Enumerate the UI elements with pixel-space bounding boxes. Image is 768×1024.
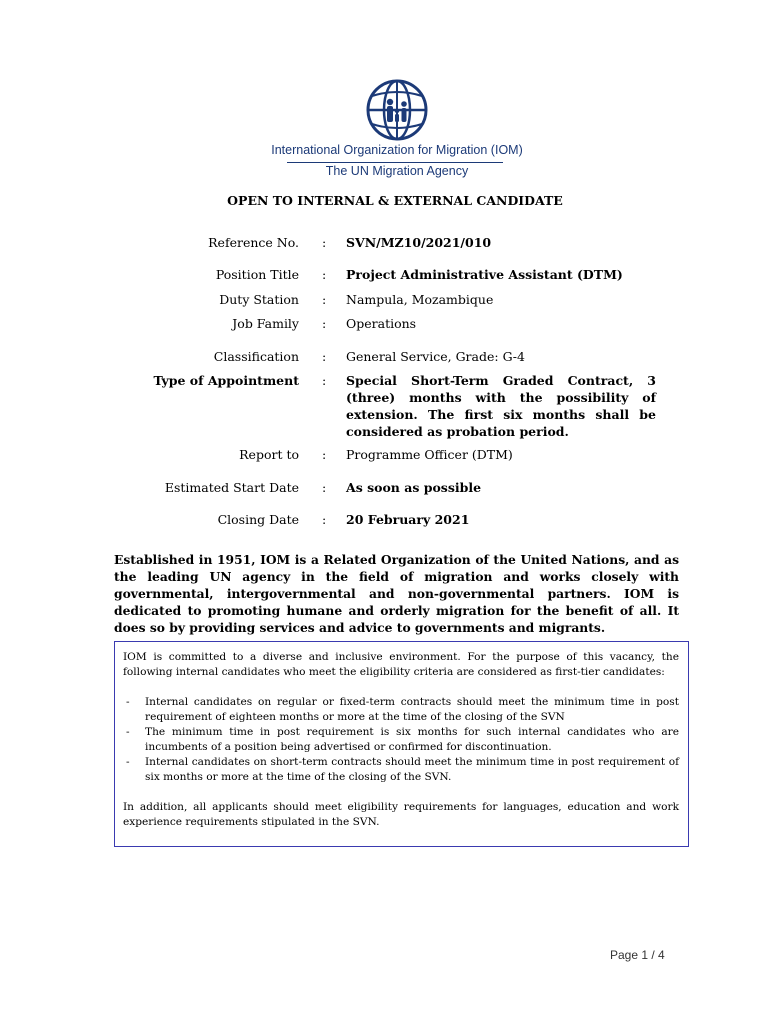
list-item: - The minimum time in post requirement is six months for such internal candidates who are incumbents of a position being advertised or confirmed for discontinuation.: [123, 725, 679, 755]
field-label: Job Family: [232, 316, 299, 331]
field-value: Special Short-Term Graded Contract, 3 (three) months with the possibility of extension. The first six months shall be considered as probation period.: [346, 373, 656, 439]
field-label: Estimated Start Date: [164, 480, 299, 495]
field-value: SVN/MZ10/2021/010: [346, 235, 492, 250]
eligibility-intro: IOM is committed to a diverse and inclusive environment. For the purpose of this vacancy, the following internal candidates who meet the eligibility criteria are considered as first-tier candidates:: [123, 651, 679, 678]
field-value: 20 February 2021: [346, 512, 470, 527]
org-name: International Organization for Migration (IOM): [271, 143, 523, 157]
field-separator: :: [322, 316, 327, 331]
field-label: Classification: [213, 349, 299, 364]
org-subtitle: The UN Migration Agency: [325, 164, 469, 178]
iom-globe-icon: [358, 78, 436, 142]
page-heading: OPEN TO INTERNAL & EXTERNAL CANDIDATE: [227, 193, 563, 208]
field-separator: :: [322, 292, 327, 307]
field-separator: :: [322, 447, 327, 462]
eligibility-note: In addition, all applicants should meet eligibility requirements for languages, education and work experience requirements stipulated in the SVN.: [123, 801, 679, 828]
field-value: General Service, Grade: G-4: [346, 349, 525, 364]
field-separator: :: [322, 512, 327, 527]
field-label: Duty Station: [219, 292, 299, 307]
field-label: Type of Appointment: [153, 373, 299, 388]
field-value: Programme Officer (DTM): [346, 447, 513, 462]
list-item: - Internal candidates on short-term contracts should meet the minimum time in post requirement of six months or more at the time of the closing of the SVN.: [123, 755, 679, 785]
field-separator: :: [322, 349, 327, 364]
field-label: Reference No.: [208, 235, 299, 250]
field-label: Report to: [239, 447, 299, 462]
page-number: Page 1 / 4: [610, 948, 665, 962]
field-label: Closing Date: [217, 512, 299, 527]
field-separator: :: [322, 267, 327, 282]
list-item: - Internal candidates on regular or fixed-term contracts should meet the minimum time in post requirement of eighteen months or more at the time of the closing of the SVN: [123, 695, 679, 725]
field-separator: :: [322, 373, 327, 388]
field-value: Operations: [346, 316, 417, 331]
eligibility-list: [123, 695, 679, 785]
org-divider: [287, 162, 503, 163]
eligibility-box: [114, 641, 689, 847]
field-separator: :: [322, 235, 327, 250]
field-label: Position Title: [215, 267, 299, 282]
field-separator: :: [322, 480, 327, 495]
field-value: As soon as possible: [346, 480, 482, 495]
intro-paragraph: Established in 1951, IOM is a Related Organization of the United Nations, and as the leading UN agency in the field of migration and works closely with governmental, intergovernmental and non-governmental partners. IOM is dedicated to promoting humane and orderly migration for the benefit of all. It does so by providing services and advice to governments and migrants.: [114, 552, 679, 635]
field-value: Nampula, Mozambique: [346, 292, 494, 307]
field-value: Project Administrative Assistant (DTM): [346, 267, 623, 282]
